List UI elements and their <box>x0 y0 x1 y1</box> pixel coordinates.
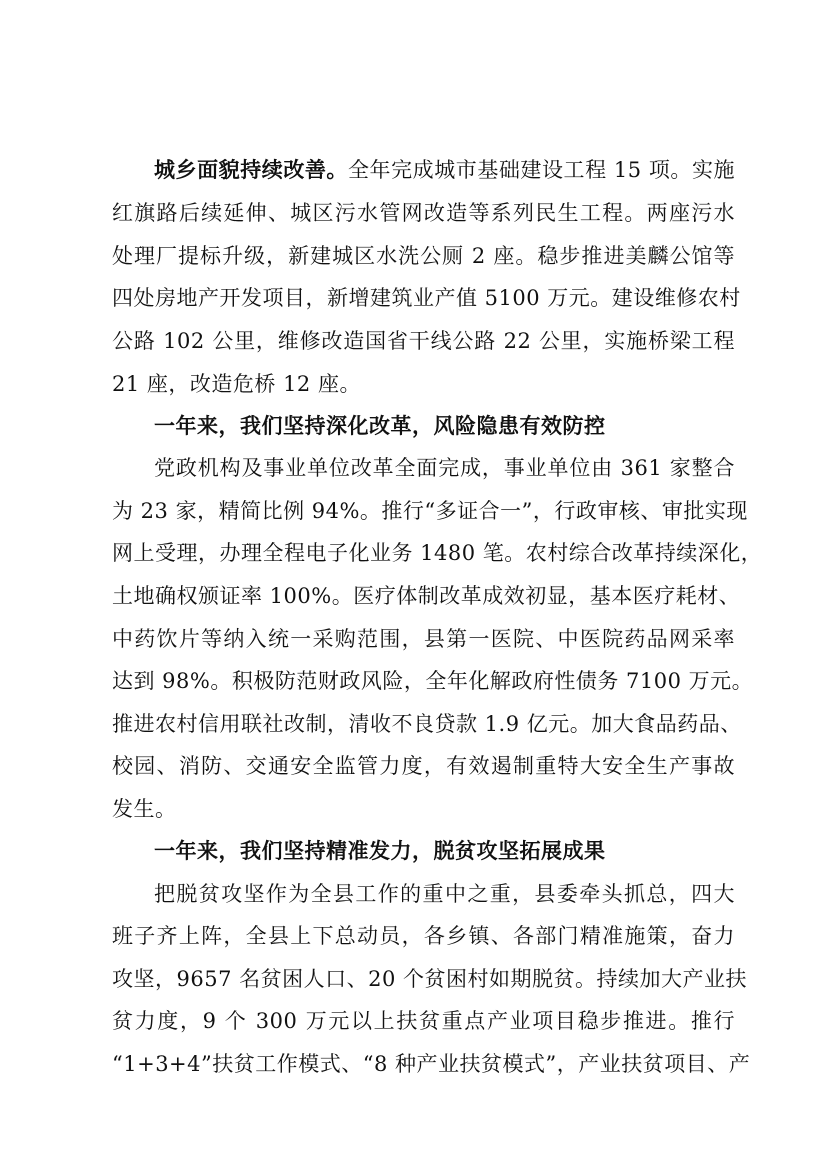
paragraph-line: 推进农村信用联社改制，清收不良贷款 1.9 亿元。加大食品药品、 <box>112 712 742 736</box>
paragraph-line: 四处房地产开发项目，新增建筑业产值 5100 万元。建设维修农村 <box>112 286 741 310</box>
paragraph-line: 中药饮片等纳入统一采购范围，县第一医院、中医院药品网采率 <box>112 627 735 651</box>
paragraph-line: 处理厂提标升级，新建城区水洗公厕 2 座。稳步推进美麟公馆等 <box>112 244 735 268</box>
paragraph-line: 红旗路后续延伸、城区污水管网改造等系列民生工程。两座污水 <box>112 201 735 225</box>
paragraph-lead: 城乡面貌持续改善。 <box>154 157 348 182</box>
paragraph-line: 达到 98%。积极防范财政风险，全年化解政府性债务 7100 万元。 <box>112 669 754 693</box>
paragraph-line: 公路 102 公里，维修改造国省干线公路 22 公里，实施桥梁工程 <box>112 329 735 353</box>
paragraph-line: 贫力度，9 个 300 万元以上扶贫重点产业项目稳步推进。推行 <box>112 1009 735 1033</box>
paragraph-line: 攻坚，9657 名贫困人口、20 个贫困村如期脱贫。持续加大产业扶 <box>112 967 748 991</box>
paragraph-line: 校园、消防、交通安全监管力度，有效遏制重特大安全生产事故 <box>112 754 735 778</box>
paragraph-line: 土地确权颁证率 100%。医疗体制改革成效初显，基本医疗耗材、 <box>112 584 741 608</box>
paragraph-line <box>154 156 735 184</box>
paragraph-line: 网上受理，办理全程电子化业务 1480 笔。农村综合改革持续深化， <box>112 541 763 565</box>
paragraph-line: 把脱贫攻坚作为全县工作的重中之重，县委牵头抓总，四大 <box>154 882 735 906</box>
paragraph-text: 全年完成城市基础建设工程 15 项。实施 <box>348 158 736 182</box>
paragraph-line: 发生。 <box>112 797 177 821</box>
paragraph-line: 班子齐上阵，全县上下总动员，各乡镇、各部门精准施策，奋力 <box>112 924 735 948</box>
paragraph-line: 21 座，改造危桥 12 座。 <box>112 372 361 396</box>
paragraph-line: “1+3+4”扶贫工作模式、“8 种产业扶贫模式”，产业扶贫项目、产 <box>112 1052 751 1076</box>
section-heading: 一年来，我们坚持精准发力，脱贫攻坚拓展成果 <box>154 838 606 863</box>
paragraph-line: 为 23 家，精简比例 94%。推行“多证合一”，行政审核、审批实现 <box>112 499 748 523</box>
section-heading: 一年来，我们坚持深化改革，风险隐患有效防控 <box>154 413 606 438</box>
paragraph-line: 党政机构及事业单位改革全面完成，事业单位由 361 家整合 <box>154 456 735 480</box>
